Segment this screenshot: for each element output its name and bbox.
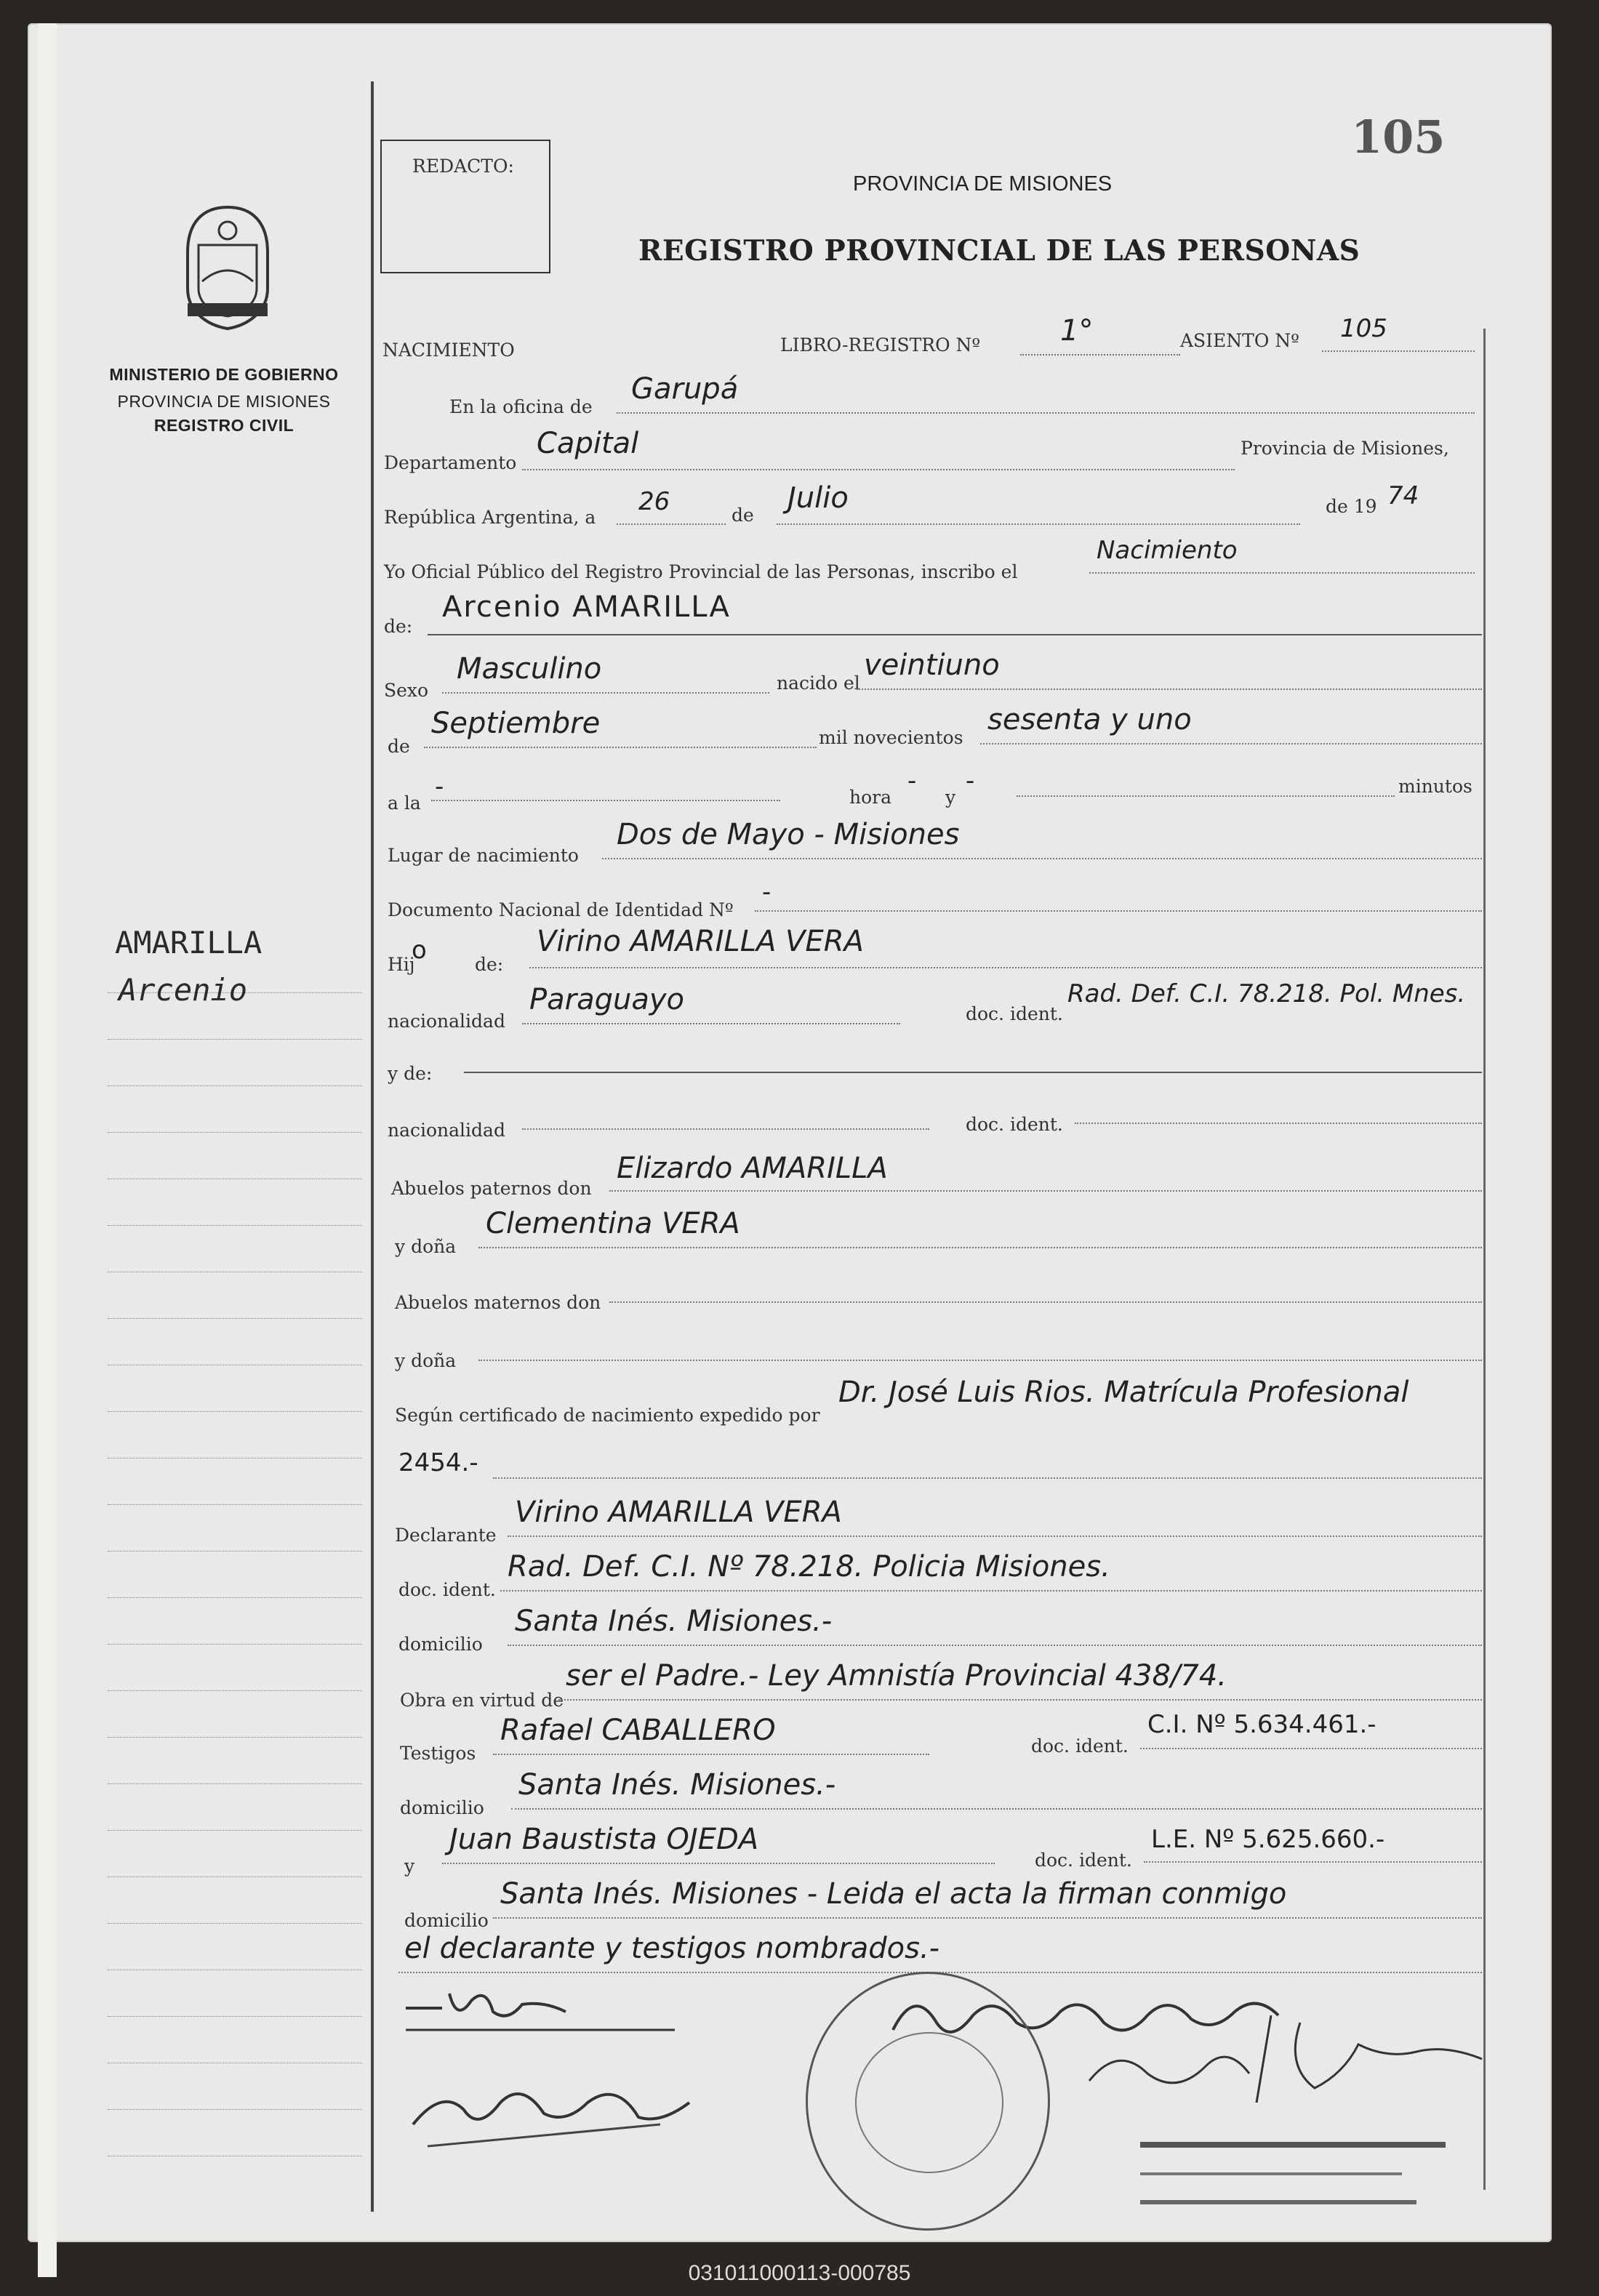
- official-seal: [806, 1972, 1050, 2231]
- docid1-label: doc. ident.: [966, 1003, 1063, 1024]
- docid4-value: C.I. Nº 5.634.461.-: [1147, 1710, 1376, 1739]
- domicilio2-label: domicilio: [400, 1797, 484, 1818]
- ministry-line1: MINISTERIO DE GOBIERNO: [109, 365, 339, 384]
- hora-label: hora: [849, 787, 892, 808]
- y2-value: Juan Baustista OJEDA: [449, 1823, 759, 1856]
- de1-label: de: [732, 505, 754, 526]
- domicilio2-value: Santa Inés. Misiones.-: [518, 1768, 836, 1802]
- asiento-label: ASIENTO Nº: [1180, 330, 1299, 351]
- ministry-block: [71, 365, 377, 435]
- y-label: y: [945, 787, 956, 808]
- lugar-label: Lugar de nacimiento: [388, 845, 579, 866]
- docid5-value: L.E. Nº 5.625.660.-: [1151, 1825, 1385, 1854]
- signature-oficial: [1082, 2001, 1489, 2117]
- ministry-line3: REGISTRO CIVIL: [153, 416, 294, 435]
- province-title: PROVINCIA DE MISIONES: [853, 172, 1113, 196]
- obra-label: Obra en virtud de: [400, 1690, 564, 1711]
- testigos-label: Testigos: [400, 1743, 476, 1764]
- nac2-label: nacionalidad: [388, 1120, 505, 1141]
- domicilio1-label: domicilio: [398, 1634, 483, 1655]
- departamento-value: Capital: [537, 427, 639, 460]
- lugar-value: Dos de Mayo - Misiones: [617, 818, 960, 851]
- docid4-label: doc. ident.: [1031, 1735, 1129, 1757]
- cert-value2: 2454.-: [398, 1448, 478, 1477]
- coat-of-arms-icon: [173, 201, 282, 332]
- mes-value: Julio: [788, 481, 849, 515]
- mes-nac-value: Septiembre: [431, 707, 601, 740]
- folio-number: 105: [1351, 111, 1446, 164]
- sexo-value: Masculino: [457, 652, 602, 686]
- ala-label: a la: [388, 792, 421, 814]
- domicilio1-value: Santa Inés. Misiones.-: [515, 1605, 833, 1638]
- dni-value: -: [762, 878, 772, 907]
- de-label: de:: [384, 616, 413, 637]
- departamento-label: Departamento: [384, 452, 517, 473]
- libro-label: LIBRO-REGISTRO Nº: [780, 334, 981, 356]
- hijo-de-label: de:: [475, 954, 504, 975]
- document-id: 031011000113-000785: [688, 2261, 911, 2285]
- asiento-value: 105: [1340, 314, 1387, 343]
- binding-edge: [38, 23, 57, 2277]
- registry-title: REGISTRO PROVINCIAL DE LAS PERSONAS: [638, 234, 1360, 268]
- cert-label: Según certificado de nacimiento expedido por: [395, 1405, 820, 1426]
- y-value: -: [966, 766, 975, 795]
- nacido-value: veintiuno: [864, 649, 1000, 682]
- docid3-label: doc. ident.: [398, 1579, 496, 1600]
- hijo-label: Hij: [388, 954, 415, 975]
- ydona2-label: y doña: [395, 1350, 457, 1371]
- docid3-value: Rad. Def. C.I. Nº 78.218. Policia Misiones.: [508, 1550, 1110, 1583]
- margin-surname: AMARILLA: [115, 925, 263, 960]
- docid1-value: Rad. Def. C.I. 78.218. Pol. Mnes.: [1067, 979, 1466, 1008]
- hijo-value: Virino AMARILLA VERA: [537, 925, 864, 958]
- closing-value: el declarante y testigos nombrados.-: [404, 1932, 940, 1965]
- oficial-value: Nacimiento: [1097, 536, 1238, 565]
- republica-label: República Argentina, a: [384, 507, 596, 528]
- docid2-label: doc. ident.: [966, 1114, 1063, 1135]
- abmat-label: Abuelos maternos don: [395, 1292, 601, 1313]
- de2-label: de: [388, 736, 410, 757]
- oficina-label: En la oficina de: [449, 396, 593, 417]
- document-page: [28, 23, 1552, 2242]
- yde-label: y de:: [388, 1063, 433, 1084]
- nacido-label: nacido el: [777, 673, 860, 694]
- ministry-line2: PROVINCIA DE MISIONES: [117, 392, 331, 411]
- libro-value: 1°: [1060, 314, 1094, 348]
- mil-label: mil novecientos: [819, 727, 963, 748]
- docid5-label: doc. ident.: [1035, 1850, 1132, 1871]
- dni-label: Documento Nacional de Identidad Nº: [388, 899, 734, 920]
- oficial-label: Yo Oficial Público del Registro Provincial de las Personas, inscribo el: [384, 561, 1018, 582]
- signature-declarante: [398, 1979, 733, 2168]
- margin-divider: [371, 81, 374, 2212]
- de-value: Arcenio AMARILLA: [442, 590, 731, 624]
- ala-value: -: [435, 772, 444, 801]
- domicilio3-label: domicilio: [404, 1910, 489, 1931]
- abpat-label: Abuelos paternos don: [391, 1178, 592, 1199]
- ydona1-value: Clementina VERA: [486, 1207, 740, 1240]
- mil-value: sesenta y uno: [987, 703, 1192, 736]
- dia-value: 26: [638, 487, 670, 516]
- hora-value: -: [907, 766, 917, 795]
- declarante-label: Declarante: [395, 1525, 497, 1546]
- de19-label: de 19: [1326, 496, 1377, 517]
- nac1-value: Paraguayo: [529, 983, 684, 1016]
- obra-value: ser el Padre.- Ley Amnistía Provincial 438/74.: [566, 1659, 1227, 1693]
- margin-name: Arcenio: [119, 972, 248, 1008]
- anio-value: 74: [1387, 481, 1419, 510]
- declarante-value: Virino AMARILLA VERA: [515, 1496, 842, 1529]
- nacimiento-label: NACIMIENTO: [382, 340, 515, 361]
- cert-value: Dr. José Luis Rios. Matrícula Profesional: [838, 1376, 1409, 1409]
- ydona1-label: y doña: [395, 1236, 457, 1257]
- provincia-label: Provincia de Misiones,: [1241, 438, 1449, 459]
- redacto-box: [380, 140, 550, 273]
- hijo-suffix: o: [412, 936, 427, 965]
- y2-label: y: [404, 1855, 415, 1876]
- domicilio3-value: Santa Inés. Misiones - Leida el acta la firman conmigo: [500, 1877, 1287, 1911]
- official-stamp: [1140, 2117, 1446, 2204]
- oficina-value: Garupá: [631, 372, 739, 406]
- testigos-value: Rafael CABALLERO: [500, 1714, 776, 1747]
- abpat-value: Elizardo AMARILLA: [617, 1152, 888, 1185]
- right-border: [1483, 329, 1486, 2190]
- nac1-label: nacionalidad: [388, 1011, 505, 1032]
- margin-lines: [108, 947, 362, 2156]
- minutos-label: minutos: [1398, 776, 1472, 797]
- redacto-label: REDACTO:: [412, 156, 514, 177]
- sexo-label: Sexo: [384, 680, 429, 701]
